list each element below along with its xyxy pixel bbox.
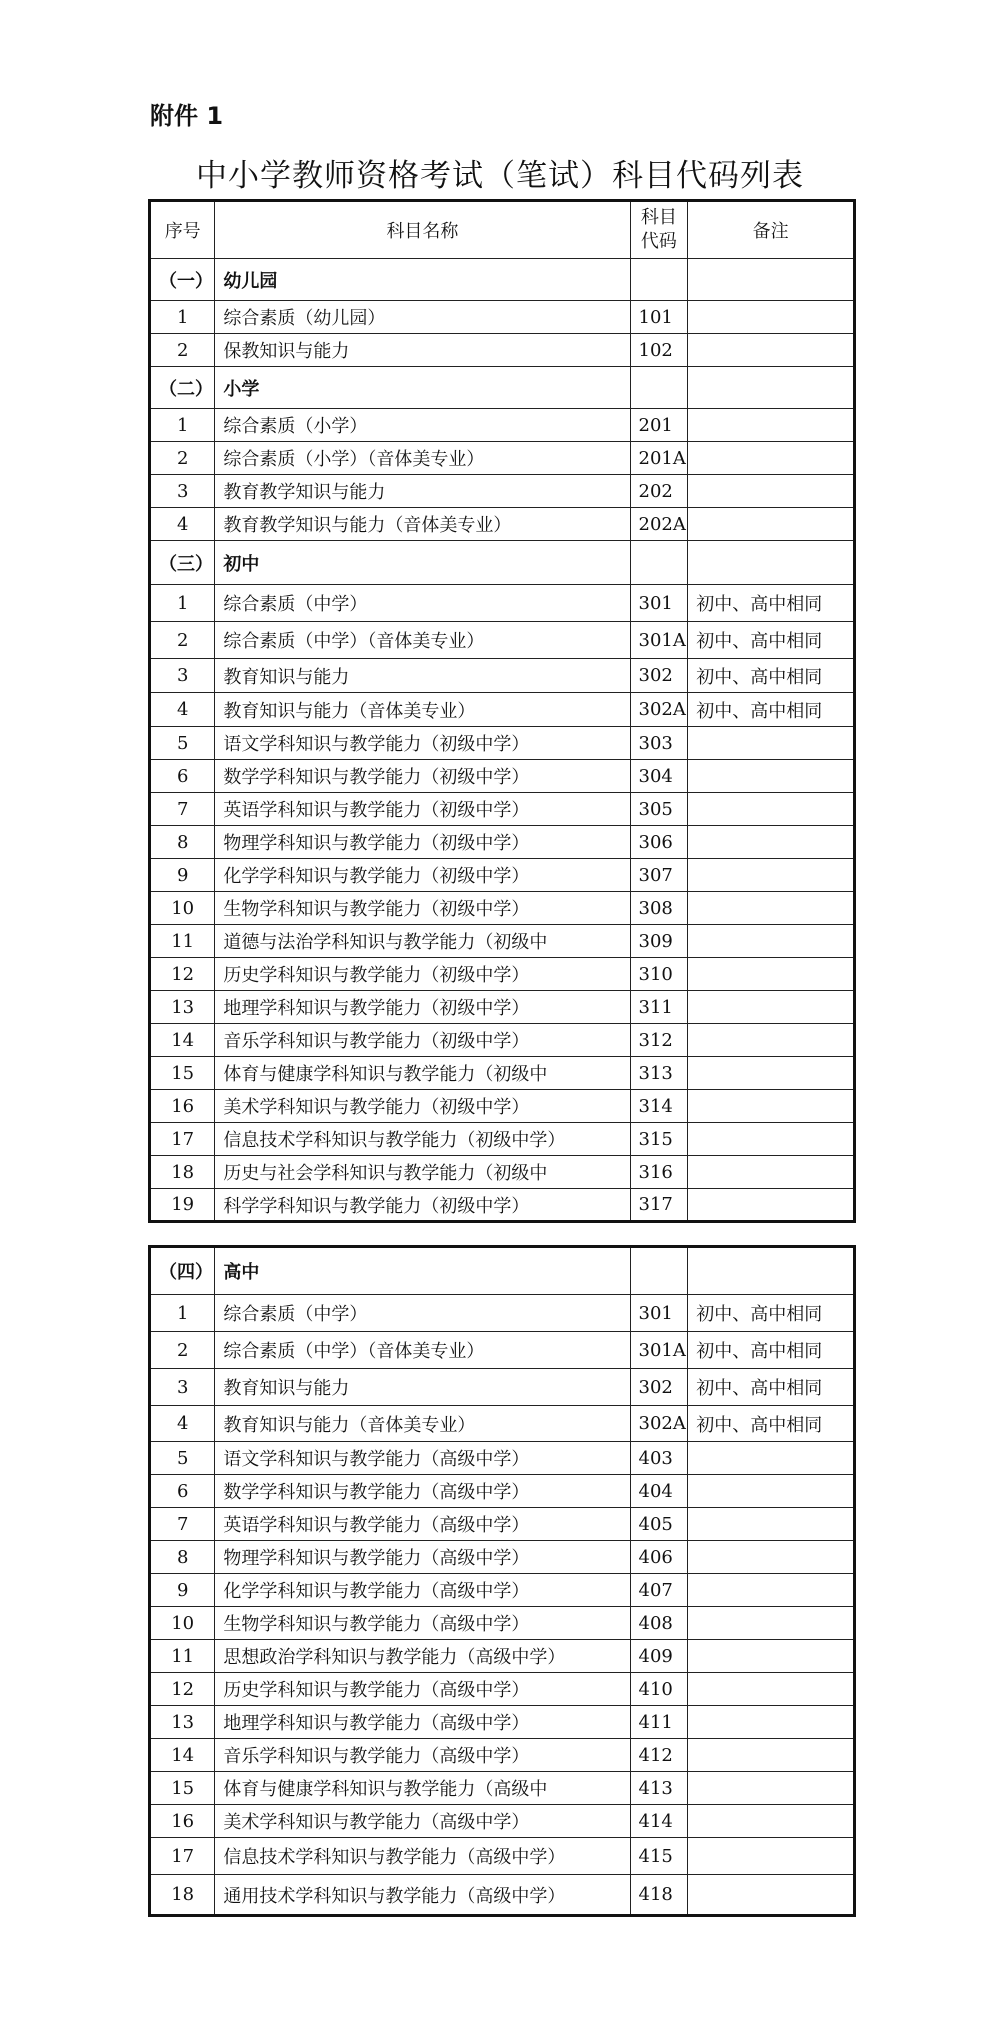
cell-code: 301 xyxy=(630,1295,688,1332)
section-row xyxy=(150,367,855,409)
cell-seq: 18 xyxy=(150,1875,215,1916)
cell-note: 初中、高中相同 xyxy=(688,1295,855,1332)
cell-code: 316 xyxy=(630,1156,688,1189)
cell-note xyxy=(688,1805,855,1838)
table-row xyxy=(150,859,855,892)
cell-note xyxy=(688,442,855,475)
cell-seq: 15 xyxy=(150,1772,215,1805)
cell-code: 410 xyxy=(630,1673,688,1706)
table-row xyxy=(150,1607,855,1640)
cell-code: 406 xyxy=(630,1541,688,1574)
cell-note xyxy=(688,541,855,585)
cell-code: 303 xyxy=(630,727,688,760)
cell-note xyxy=(688,727,855,760)
cell-note xyxy=(688,892,855,925)
cell-code: 302 xyxy=(630,1369,688,1406)
cell-note xyxy=(688,925,855,958)
cell-seq: 8 xyxy=(150,826,215,859)
cell-note xyxy=(688,1607,855,1640)
cell-note xyxy=(688,1247,855,1295)
header-seq: 序号 xyxy=(150,201,215,259)
cell-code: 309 xyxy=(630,925,688,958)
cell-note xyxy=(688,475,855,508)
cell-seq: 8 xyxy=(150,1541,215,1574)
header-code-line1: 科目 xyxy=(640,207,677,228)
cell-note xyxy=(688,1024,855,1057)
cell-note: 初中、高中相同 xyxy=(688,693,855,727)
table-row xyxy=(150,1475,855,1508)
cell-code: 301A xyxy=(630,622,688,659)
cell-code: 302 xyxy=(630,659,688,693)
cell-name: 地理学科知识与教学能力（高级中学） xyxy=(215,1706,630,1739)
cell-code: 201 xyxy=(630,409,688,442)
header-code xyxy=(630,201,688,259)
cell-name: 物理学科知识与教学能力（初级中学） xyxy=(215,826,630,859)
cell-note xyxy=(688,958,855,991)
table-row xyxy=(150,1406,855,1442)
cell-name: 语文学科知识与教学能力（初级中学） xyxy=(215,727,630,760)
table-row xyxy=(150,585,855,622)
cell-name: 体育与健康学科知识与教学能力（初级中 xyxy=(215,1057,630,1090)
cell-name: 综合素质（中学）（音体美专业） xyxy=(215,1332,630,1369)
cell-code: 407 xyxy=(630,1574,688,1607)
cell-seq: 6 xyxy=(150,760,215,793)
table-row xyxy=(150,1442,855,1475)
cell-seq: （四） xyxy=(150,1247,215,1295)
table-row xyxy=(150,1805,855,1838)
cell-code: 312 xyxy=(630,1024,688,1057)
cell-seq: 10 xyxy=(150,1607,215,1640)
cell-seq: （二） xyxy=(150,367,215,409)
cell-seq: 9 xyxy=(150,859,215,892)
table-row xyxy=(150,1673,855,1706)
table-row xyxy=(150,693,855,727)
cell-note: 初中、高中相同 xyxy=(688,622,855,659)
table-row xyxy=(150,301,855,334)
cell-name: 物理学科知识与教学能力（高级中学） xyxy=(215,1541,630,1574)
cell-name: 综合素质（中学） xyxy=(215,1295,630,1332)
table-row xyxy=(150,1123,855,1156)
table-row xyxy=(150,442,855,475)
cell-code: 310 xyxy=(630,958,688,991)
table-row xyxy=(150,793,855,826)
cell-seq: 4 xyxy=(150,508,215,541)
cell-name: 道德与法治学科知识与教学能力（初级中 xyxy=(215,925,630,958)
cell-seq: 9 xyxy=(150,1574,215,1607)
table-row xyxy=(150,958,855,991)
cell-seq: 18 xyxy=(150,1156,215,1189)
cell-name: 高中 xyxy=(215,1247,630,1295)
cell-name: 化学学科知识与教学能力（高级中学） xyxy=(215,1574,630,1607)
cell-note xyxy=(688,301,855,334)
cell-seq: 13 xyxy=(150,991,215,1024)
cell-code: 306 xyxy=(630,826,688,859)
cell-seq: 2 xyxy=(150,622,215,659)
cell-note xyxy=(688,1574,855,1607)
header-name: 科目名称 xyxy=(215,201,630,259)
cell-seq: 6 xyxy=(150,1475,215,1508)
table-row xyxy=(150,991,855,1024)
cell-name: 初中 xyxy=(215,541,630,585)
table-row xyxy=(150,409,855,442)
table-row xyxy=(150,1332,855,1369)
cell-note xyxy=(688,760,855,793)
cell-name: 小学 xyxy=(215,367,630,409)
table-row xyxy=(150,475,855,508)
cell-note xyxy=(688,1442,855,1475)
table-row xyxy=(150,622,855,659)
cell-seq: 4 xyxy=(150,1406,215,1442)
cell-note xyxy=(688,1508,855,1541)
cell-note xyxy=(688,1875,855,1916)
table-row xyxy=(150,1090,855,1123)
cell-note xyxy=(688,1541,855,1574)
cell-code: 412 xyxy=(630,1739,688,1772)
cell-name: 教育知识与能力（音体美专业） xyxy=(215,693,630,727)
cell-code xyxy=(630,541,688,585)
cell-code: 313 xyxy=(630,1057,688,1090)
cell-seq: 12 xyxy=(150,1673,215,1706)
cell-code: 101 xyxy=(630,301,688,334)
cell-seq: 14 xyxy=(150,1024,215,1057)
cell-name: 英语学科知识与教学能力（高级中学） xyxy=(215,1508,630,1541)
cell-note: 初中、高中相同 xyxy=(688,659,855,693)
cell-name: 历史学科知识与教学能力（高级中学） xyxy=(215,1673,630,1706)
cell-seq: 13 xyxy=(150,1706,215,1739)
cell-note xyxy=(688,793,855,826)
cell-name: 科学学科知识与教学能力（初级中学） xyxy=(215,1189,630,1222)
cell-name: 信息技术学科知识与教学能力（初级中学） xyxy=(215,1123,630,1156)
cell-code xyxy=(630,1247,688,1295)
cell-seq: 16 xyxy=(150,1805,215,1838)
table-row xyxy=(150,1838,855,1875)
cell-note xyxy=(688,1123,855,1156)
cell-name: 综合素质（中学） xyxy=(215,585,630,622)
cell-name: 生物学科知识与教学能力（初级中学） xyxy=(215,892,630,925)
cell-name: 保教知识与能力 xyxy=(215,334,630,367)
cell-seq: 4 xyxy=(150,693,215,727)
cell-note xyxy=(688,1156,855,1189)
cell-code: 102 xyxy=(630,334,688,367)
cell-name: 教育知识与能力 xyxy=(215,1369,630,1406)
header-code-line2: 代码 xyxy=(640,231,677,252)
cell-seq: 1 xyxy=(150,301,215,334)
table-row xyxy=(150,1024,855,1057)
cell-note xyxy=(688,1838,855,1875)
table-row xyxy=(150,1541,855,1574)
cell-code: 409 xyxy=(630,1640,688,1673)
cell-name: 历史与社会学科知识与教学能力（初级中 xyxy=(215,1156,630,1189)
cell-code: 301A xyxy=(630,1332,688,1369)
cell-seq: 17 xyxy=(150,1123,215,1156)
table-row xyxy=(150,1772,855,1805)
cell-seq: 7 xyxy=(150,1508,215,1541)
cell-note: 初中、高中相同 xyxy=(688,1332,855,1369)
cell-name: 信息技术学科知识与教学能力（高级中学） xyxy=(215,1838,630,1875)
cell-note xyxy=(688,259,855,301)
cell-note xyxy=(688,409,855,442)
cell-code: 315 xyxy=(630,1123,688,1156)
table-header-row xyxy=(150,201,855,259)
cell-code: 317 xyxy=(630,1189,688,1222)
table-row xyxy=(150,727,855,760)
cell-note xyxy=(688,1475,855,1508)
cell-code xyxy=(630,367,688,409)
cell-code: 414 xyxy=(630,1805,688,1838)
table-row xyxy=(150,508,855,541)
cell-code: 418 xyxy=(630,1875,688,1916)
table-row xyxy=(150,1057,855,1090)
cell-name: 数学学科知识与教学能力（高级中学） xyxy=(215,1475,630,1508)
cell-note: 初中、高中相同 xyxy=(688,1406,855,1442)
cell-code: 304 xyxy=(630,760,688,793)
cell-seq: 5 xyxy=(150,1442,215,1475)
subject-code-table-part2 xyxy=(148,1245,856,1917)
cell-code: 302A xyxy=(630,693,688,727)
cell-note xyxy=(688,991,855,1024)
table-row xyxy=(150,1156,855,1189)
cell-code: 202A xyxy=(630,508,688,541)
cell-code: 411 xyxy=(630,1706,688,1739)
cell-name: 体育与健康学科知识与教学能力（高级中 xyxy=(215,1772,630,1805)
cell-note xyxy=(688,508,855,541)
section-row xyxy=(150,259,855,301)
cell-name: 思想政治学科知识与教学能力（高级中学） xyxy=(215,1640,630,1673)
cell-code: 301 xyxy=(630,585,688,622)
cell-note xyxy=(688,334,855,367)
cell-seq: 1 xyxy=(150,409,215,442)
cell-note xyxy=(688,1739,855,1772)
cell-code: 307 xyxy=(630,859,688,892)
subject-code-table-part1 xyxy=(148,199,856,1223)
cell-name: 生物学科知识与教学能力（高级中学） xyxy=(215,1607,630,1640)
cell-name: 语文学科知识与教学能力（高级中学） xyxy=(215,1442,630,1475)
document-title: 中小学教师资格考试（笔试）科目代码列表 xyxy=(196,158,804,194)
cell-code: 201A xyxy=(630,442,688,475)
cell-name: 教育教学知识与能力（音体美专业） xyxy=(215,508,630,541)
table-row xyxy=(150,1739,855,1772)
cell-code: 413 xyxy=(630,1772,688,1805)
cell-note xyxy=(688,826,855,859)
cell-name: 英语学科知识与教学能力（初级中学） xyxy=(215,793,630,826)
cell-seq: 10 xyxy=(150,892,215,925)
cell-note xyxy=(688,1640,855,1673)
cell-seq: 2 xyxy=(150,334,215,367)
cell-code: 408 xyxy=(630,1607,688,1640)
header-note: 备注 xyxy=(688,201,855,259)
cell-note: 初中、高中相同 xyxy=(688,1369,855,1406)
table-row xyxy=(150,334,855,367)
cell-name: 音乐学科知识与教学能力（高级中学） xyxy=(215,1739,630,1772)
section-row xyxy=(150,1247,855,1295)
cell-seq: 16 xyxy=(150,1090,215,1123)
cell-code: 305 xyxy=(630,793,688,826)
cell-seq: 1 xyxy=(150,585,215,622)
cell-name: 综合素质（中学）（音体美专业） xyxy=(215,622,630,659)
cell-seq: 3 xyxy=(150,475,215,508)
cell-code: 403 xyxy=(630,1442,688,1475)
cell-seq: 14 xyxy=(150,1739,215,1772)
cell-name: 幼儿园 xyxy=(215,259,630,301)
cell-note xyxy=(688,1673,855,1706)
cell-note xyxy=(688,1772,855,1805)
cell-name: 音乐学科知识与教学能力（初级中学） xyxy=(215,1024,630,1057)
cell-note xyxy=(688,1057,855,1090)
cell-name: 教育知识与能力 xyxy=(215,659,630,693)
cell-code: 405 xyxy=(630,1508,688,1541)
cell-code: 415 xyxy=(630,1838,688,1875)
cell-note xyxy=(688,367,855,409)
table-row xyxy=(150,760,855,793)
cell-seq: 2 xyxy=(150,1332,215,1369)
table-row xyxy=(150,1508,855,1541)
cell-note xyxy=(688,1706,855,1739)
table-row xyxy=(150,1369,855,1406)
attachment-label: 附件 1 xyxy=(150,102,224,130)
cell-name: 化学学科知识与教学能力（初级中学） xyxy=(215,859,630,892)
cell-code: 314 xyxy=(630,1090,688,1123)
table-row xyxy=(150,1189,855,1222)
cell-seq: 11 xyxy=(150,1640,215,1673)
table-row xyxy=(150,1706,855,1739)
cell-name: 教育教学知识与能力 xyxy=(215,475,630,508)
section-row xyxy=(150,541,855,585)
cell-name: 美术学科知识与教学能力（初级中学） xyxy=(215,1090,630,1123)
cell-seq: 5 xyxy=(150,727,215,760)
cell-code: 202 xyxy=(630,475,688,508)
cell-note xyxy=(688,1189,855,1222)
cell-seq: 12 xyxy=(150,958,215,991)
cell-seq: 2 xyxy=(150,442,215,475)
cell-name: 综合素质（幼儿园） xyxy=(215,301,630,334)
cell-code: 311 xyxy=(630,991,688,1024)
cell-code: 404 xyxy=(630,1475,688,1508)
table-row xyxy=(150,1574,855,1607)
cell-name: 通用技术学科知识与教学能力（高级中学） xyxy=(215,1875,630,1916)
cell-name: 综合素质（小学） xyxy=(215,409,630,442)
cell-seq: 7 xyxy=(150,793,215,826)
cell-code xyxy=(630,259,688,301)
cell-note: 初中、高中相同 xyxy=(688,585,855,622)
cell-name: 综合素质（小学）（音体美专业） xyxy=(215,442,630,475)
cell-name: 地理学科知识与教学能力（初级中学） xyxy=(215,991,630,1024)
cell-note xyxy=(688,1090,855,1123)
cell-name: 教育知识与能力（音体美专业） xyxy=(215,1406,630,1442)
cell-seq: 11 xyxy=(150,925,215,958)
cell-name: 历史学科知识与教学能力（初级中学） xyxy=(215,958,630,991)
cell-name: 数学学科知识与教学能力（初级中学） xyxy=(215,760,630,793)
cell-seq: 1 xyxy=(150,1295,215,1332)
cell-seq: 19 xyxy=(150,1189,215,1222)
cell-seq: 3 xyxy=(150,1369,215,1406)
cell-seq: （三） xyxy=(150,541,215,585)
cell-seq: （一） xyxy=(150,259,215,301)
table-row xyxy=(150,1295,855,1332)
cell-note xyxy=(688,859,855,892)
cell-name: 美术学科知识与教学能力（高级中学） xyxy=(215,1805,630,1838)
table-row xyxy=(150,826,855,859)
cell-seq: 15 xyxy=(150,1057,215,1090)
cell-code: 308 xyxy=(630,892,688,925)
cell-seq: 17 xyxy=(150,1838,215,1875)
table-row xyxy=(150,659,855,693)
table-row xyxy=(150,925,855,958)
cell-code: 302A xyxy=(630,1406,688,1442)
table-row xyxy=(150,1875,855,1916)
cell-seq: 3 xyxy=(150,659,215,693)
table-row xyxy=(150,1640,855,1673)
table-row xyxy=(150,892,855,925)
